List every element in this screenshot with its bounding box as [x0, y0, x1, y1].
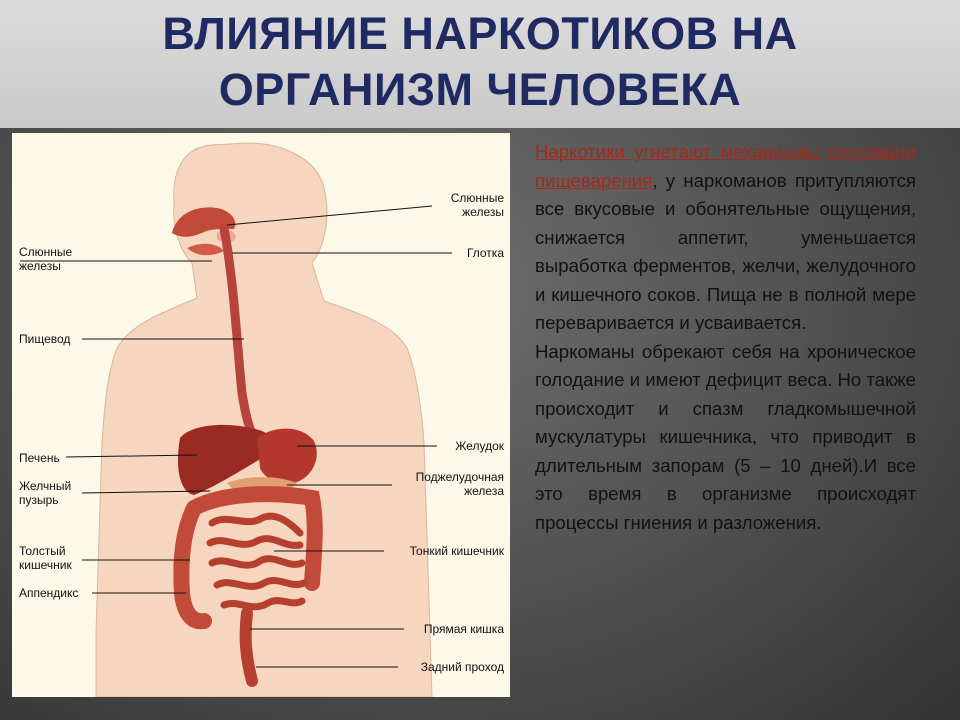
label-salivary-glands-left [19, 245, 72, 273]
rectum [246, 613, 252, 681]
highlighted-phrase: Наркотики угнетают механизмы регуляции пищеварения [535, 141, 916, 191]
label-line: пузырь [19, 493, 59, 507]
label-line: Слюнные [450, 191, 504, 205]
paragraph-1 [535, 138, 916, 338]
label-stomach: Желудок [455, 439, 504, 453]
label-rectum: Прямая кишка [423, 622, 504, 636]
label-line: Слюнные [19, 245, 73, 259]
label-pharynx: Глотка [466, 246, 504, 260]
label-line: железы [462, 205, 504, 219]
label-pancreas [416, 470, 504, 498]
anatomy-drawing [12, 133, 510, 697]
label-gallbladder [19, 479, 71, 507]
label-line: кишечник [19, 558, 72, 572]
label-esophagus: Пищевод [19, 332, 71, 346]
title-line-1: ВЛИЯНИЕ НАРКОТИКОВ НА [162, 8, 798, 59]
label-salivary-glands-right [451, 191, 504, 219]
slide-title [60, 6, 900, 118]
title-line-2: ОРГАНИЗМ ЧЕЛОВЕКА [218, 64, 742, 115]
body-silhouette [96, 143, 432, 697]
label-line: железа [464, 484, 504, 498]
label-line: Поджелудочная [415, 470, 504, 484]
label-line: железы [19, 259, 61, 273]
label-line: Толстый [19, 544, 66, 558]
label-line: Желчный [19, 479, 72, 493]
body-text [535, 138, 916, 537]
label-anus: Задний проход [420, 660, 504, 674]
label-small-intestine: Тонкий кишечник [409, 544, 504, 558]
label-appendix: Аппендикс [19, 586, 79, 600]
digestive-system-illustration [12, 133, 510, 697]
label-liver: Печень [19, 451, 60, 465]
paragraph-1-rest: , у наркоманов притупляются все вкусовые и обонятельные ощущения, снижается аппетит, уменьшается выработка ферментов, желчи, желудочного и кишечного соков. Пища не в полной мере переваривается и усваивается. [535, 169, 916, 333]
paragraph-2: Наркоманы обрекают себя на хроническое голодание и имеют дефицит веса. Но также происходит и спазм гладкомышечной мускулатуры кишечника, что приводит в длительным запорам (5 – 10 дней).И все это время в организме происходят процессы гниения и разложения. [535, 340, 916, 533]
label-colon [19, 544, 72, 572]
